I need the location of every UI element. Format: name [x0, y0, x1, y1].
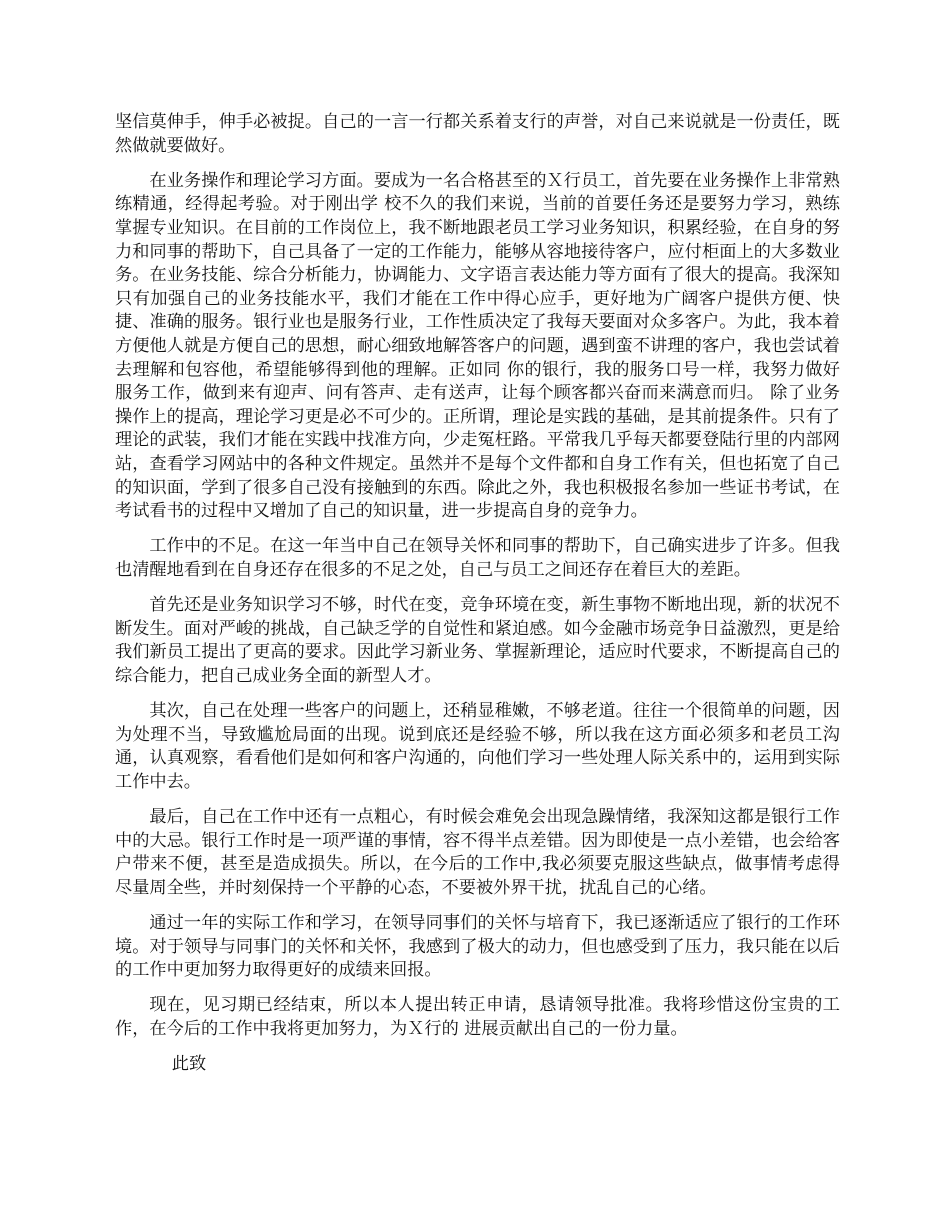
paragraph-business-study: 在业务操作和理论学习方面。要成为一名合格甚至的Ｘ行员工，首先要在业务操作上非常熟练精通，经得起考验。对于刚出学 校不久的我们来说，当前的首要任务还是要努力学习，熟练掌握专业知识。在目前的工作岗位上，我不断地跟老员工学习业务知识，积累经验，在自身的努力和同事的帮助下，自己具备了一定的工作能力，能够从容地接待客户，应付柜面上的大多数业务。在业务技能、综合分析能力，协调能力、文字语言表达能力等方面有了很大的提高。我深知只有加强自己的业务技能水平，我们才能在工作中得心应手，更好地为广阔客户提供方便、快捷、准确的服务。银行业也是服务行业，工作性质决定了我每天要面对众多客户。为此，我本着方便他人就是方便自己的思想，耐心细致地解答客户的问题，遇到蛮不讲理的客户，我也尝试着去理解和包容他，希望能够得到他的理解。正如同 你的银行，我的服务口号一样，我努力做好服务工作，做到来有迎声、问有答声、走有送声，让每个顾客都兴奋而来满意而归。 除了业务操作上的提高，理论学习更是必不可少的。正所谓，理论是实践的基础，是其前提条件。只有了理论的武装，我们才能在实践中找准方向，少走冤枉路。平常我几乎每天都要登陆行里的内部网站，查看学习网站中的各种文件规定。虽然并不是每个文件都和自身工作有关，但也拓宽了自己的知识面，学到了很多自己没有接触到的东西。除此之外，我也积极报名参加一些证书考试，在考试看书的过程中又增加了自己的知识量，进一步提高自身的竞争力。 — [115, 170, 840, 522]
paragraph-summary: 通过一年的实际工作和学习，在领导同事们的关怀与培育下，我已逐渐适应了银行的工作环境。对于领导与同事门的关怀和关怀，我感到了极大的动力，但也感受到了压力，我只能在以后的工作中更加努力取得更好的成绩来回报。 — [115, 912, 840, 981]
paragraph-request: 现在，见习期已经结束，所以本人提出转正申请，恳请领导批准。我将珍惜这份宝贵的工作，在今后的工作中我将更加努力，为Ｘ行的 进展贡献出自己的一份力量。 — [115, 995, 840, 1039]
paragraph-shortcomings: 工作中的不足。在这一年当中自己在领导关怀和同事的帮助下，自己确实进步了许多。但我也清醒地看到在自身还存在很多的不足之处，自己与员工之间还存在着巨大的差距。 — [115, 536, 840, 580]
paragraph-first-point: 首先还是业务知识学习不够，时代在变，竞争环境在变，新生事物不断地出现，新的状况不断发生。面对严峻的挑战，自己缺乏学的自觉性和紧迫感。如今金融市场竞争日益激烈，更是给我们新员工提出了更高的要求。因此学习新业务、掌握新理论，适应时代要求，不断提高自己的综合能力，把自己成业务全面的新型人才。 — [115, 595, 840, 686]
closing-salutation: 此致 — [171, 1054, 207, 1075]
paragraph-second-point: 其次，自己在处理一些客户的问题上，还稍显稚嫩，不够老道。往往一个很简单的问题，因为处理不当，导致尴尬局面的出现。说到底还是经验不够，所以我在这方面必须多和老员工沟通，认真观察，看看他们是如何和客户沟通的，向他们学习一些处理人际关系中的，运用到实际工作中去。 — [115, 701, 840, 792]
document-body — [115, 111, 840, 1088]
paragraph-third-point: 最后，自己在工作中还有一点粗心，有时候会难免会出现急躁情绪，我深知这都是银行工作中的大忌。银行工作时是一项严谨的事情，容不得半点差错。因为即使是一点小差错，也会给客户带来不便，甚至是造成损失。所以，在今后的工作中,我必须要克服这些缺点，做事情考虑得尽量周全些，并时刻保持一个平静的心态，不要被外界干扰，扰乱自己的心绪。 — [115, 807, 840, 898]
paragraph-continued: 坚信莫伸手，伸手必被捉。自己的一言一行都关系着支行的声誉，对自己来说就是一份责任，既然做就要做好。 — [115, 112, 840, 156]
